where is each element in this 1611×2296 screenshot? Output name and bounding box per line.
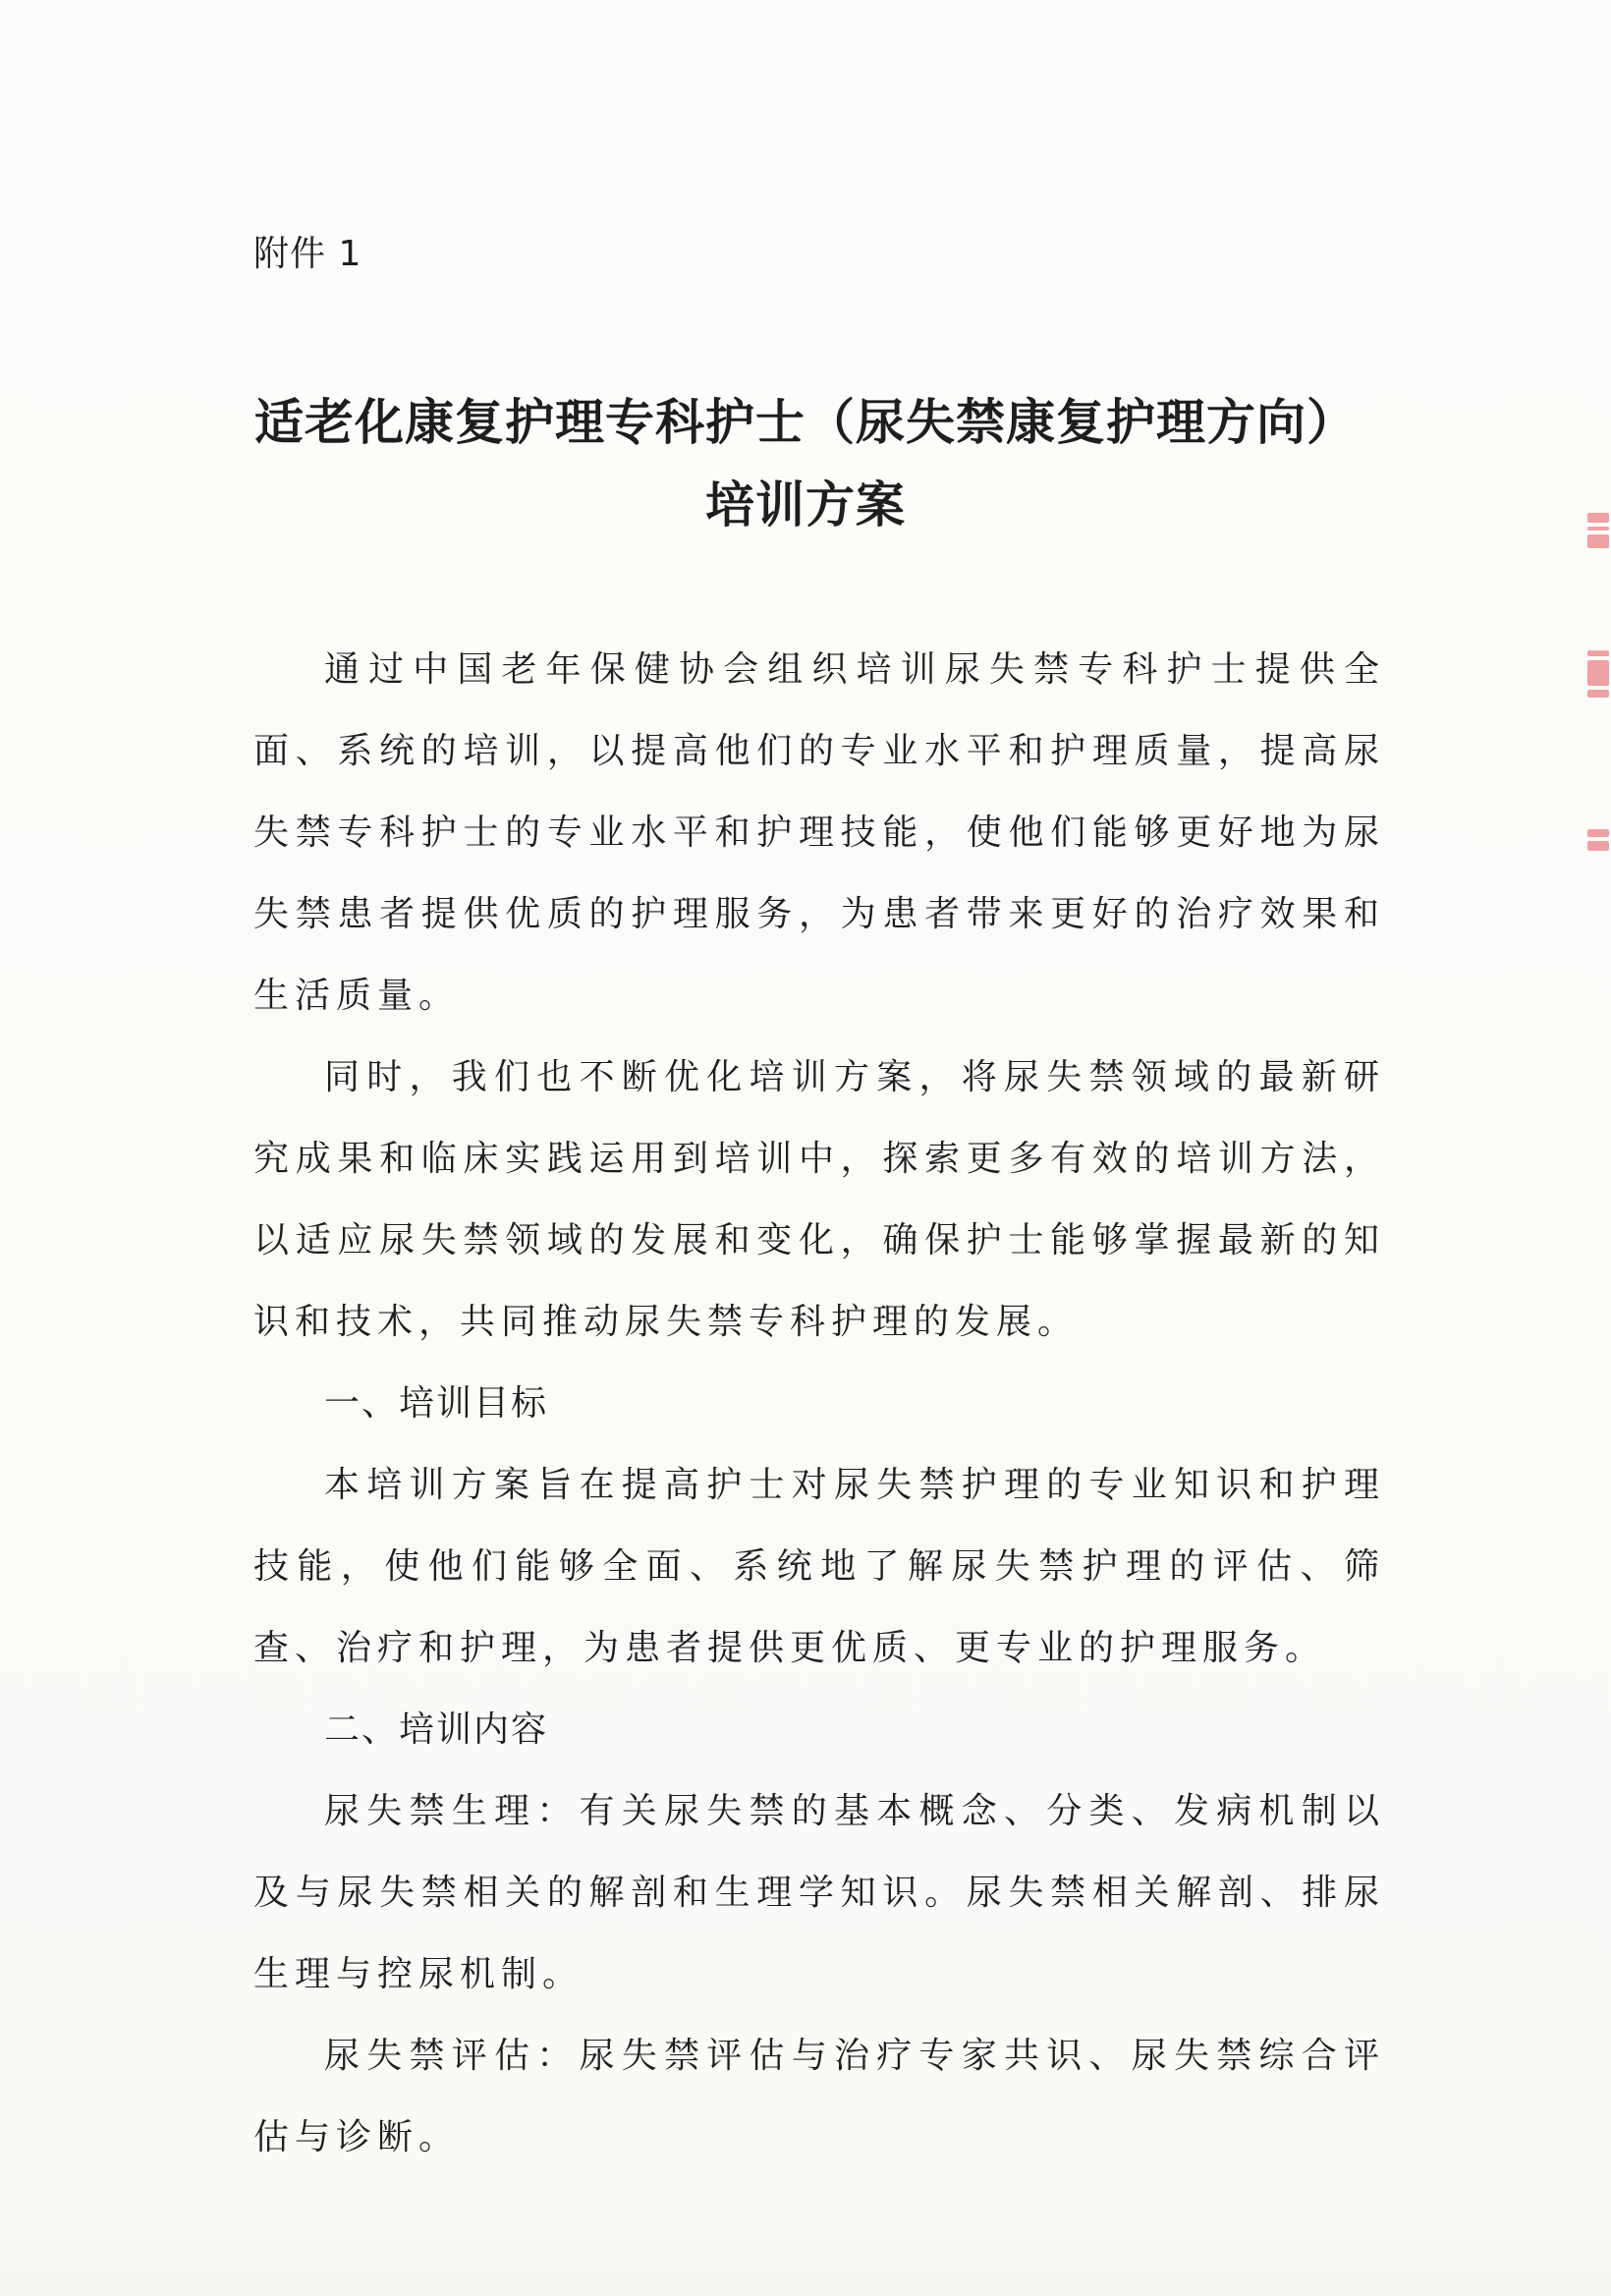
paragraph-physiology: 尿失禁生理：有关尿失禁的基本概念、分类、发病机制以及与尿失禁相关的解剖和生理学知识。尿失禁相关解剖、排尿生理与控尿机制。 bbox=[253, 1791, 1385, 1994]
seal-fragment-top bbox=[1585, 511, 1611, 550]
document-title-line-1: 适老化康复护理专科护士（尿失禁康复护理方向） bbox=[254, 394, 1357, 451]
paragraph-goal: 本培训方案旨在提高护士对尿失禁护理的专业知识和护理技能，使他们能够全面、系统地了解尿失禁护理的评估、筛查、治疗和护理，为患者提供更优质、更专业的护理服务。 bbox=[253, 1465, 1385, 1668]
seal-fragment-middle bbox=[1585, 648, 1611, 700]
document-title-line-2: 培训方案 bbox=[705, 476, 906, 533]
paragraph-assessment: 尿失禁评估：尿失禁评估与治疗专家共识、尿失禁综合评估与诊断。 bbox=[253, 2036, 1385, 2157]
section-heading-goals: 一、培训目标 bbox=[324, 1383, 549, 1424]
paragraph-intro: 通过中国老年保健协会组织培训尿失禁专科护士提供全面、系统的培训，以提高他们的专业水平和护理质量，提高尿失禁专科护士的专业水平和护理技能，使他们能够更好地为尿失禁患者提供优质的护理服务，为患者带来更好的治疗效果和生活质量。 bbox=[253, 649, 1385, 1016]
document-body bbox=[253, 629, 1385, 2178]
scan-shadow bbox=[0, 2217, 1611, 2296]
section-heading-content: 二、培训内容 bbox=[324, 1709, 549, 1750]
attachment-label: 附件 1 bbox=[253, 234, 362, 274]
seal-fragment-bottom bbox=[1585, 827, 1611, 853]
paragraph-optimize: 同时，我们也不断优化培训方案，将尿失禁领域的最新研究成果和临床实践运用到培训中，探索更多有效的培训方法，以适应尿失禁领域的发展和变化，确保护士能够掌握最新的知识和技术，共同推动尿失禁专科护理的发展。 bbox=[253, 1057, 1385, 1342]
